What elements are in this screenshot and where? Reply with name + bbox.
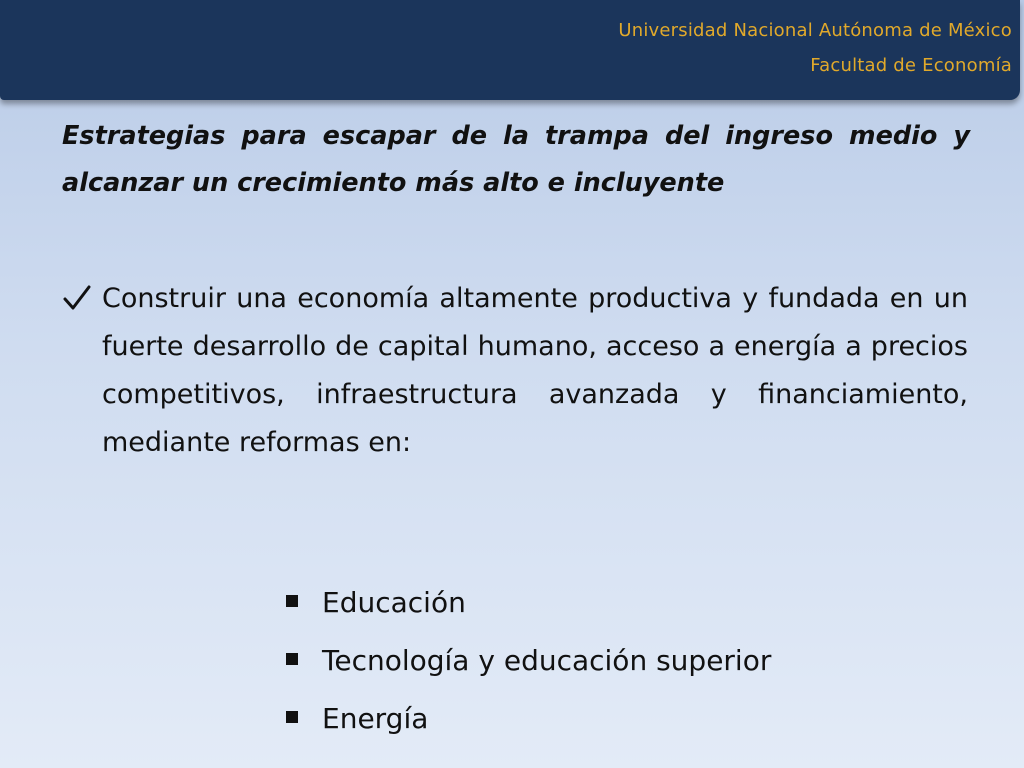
main-point [62,275,968,467]
list-item-educacion [286,576,771,634]
square-bullet-icon [286,595,298,607]
square-bullet-icon [286,711,298,723]
reform-list [286,576,771,750]
list-item-energia [286,692,771,750]
header-band [0,0,1020,100]
check-icon [62,283,92,313]
square-bullet-icon [286,653,298,665]
faculty-name: Facultad de Economía [810,55,1012,76]
main-point-text: Construir una economía altamente productiva y fundada en un fuerte desarrollo de capital humano, acceso a energía a precios competitivos, infraestructura avanzada y financiamiento, mediante reformas en: [102,283,968,458]
list-item-label: Energía [322,702,429,735]
university-name: Universidad Nacional Autónoma de México [618,20,1012,41]
list-item-tecnologia [286,634,771,692]
list-item-label: Tecnología y educación superior [322,644,772,677]
slide-title: Estrategias para escapar de la trampa del ingreso medio y alcanzar un crecimiento más alto e incluyente [62,121,970,198]
list-item-label: Educación [322,586,466,619]
